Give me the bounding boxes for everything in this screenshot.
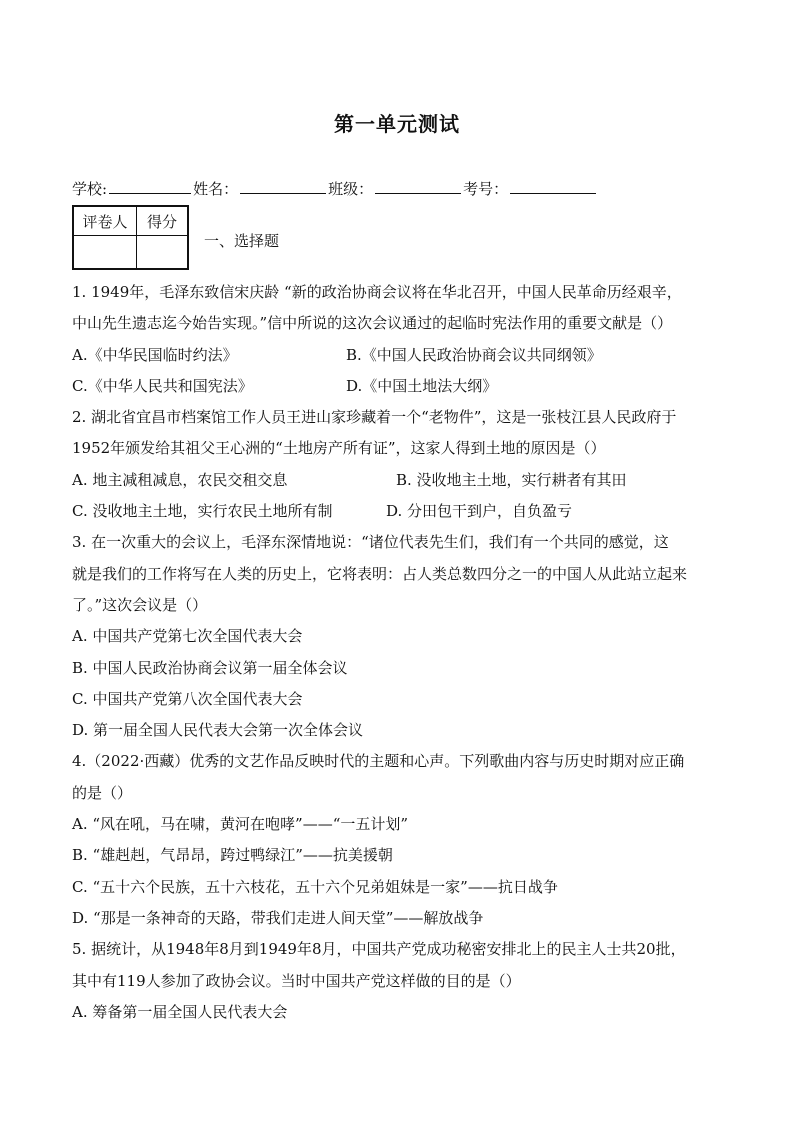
option-a[interactable]: A. 中国共产党第七次全国代表大会 <box>72 627 303 646</box>
option-a[interactable]: A. 地主减租减息，农民交租交息 <box>72 470 288 489</box>
option-d[interactable]: D. 第一届全国人民代表大会第一次全体会议 <box>72 721 364 740</box>
option-c[interactable]: C. 中国共产党第八次全国代表大会 <box>72 689 303 708</box>
name-label: 姓名： <box>193 180 239 198</box>
option-c[interactable]: C. “五十六个民族，五十六枝花，五十六个兄弟姐妹是一家”——抗日战争 <box>72 877 558 896</box>
question-stem-line: 5. 据统计，从1948年8月到1949年8月，中国共产党成功秘密安排北上的民主人士共20批， <box>72 940 686 959</box>
question-stem-line: 了。”这次会议是（） <box>72 595 208 614</box>
school-blank[interactable] <box>109 178 191 194</box>
option-a[interactable]: A.《中华民国临时约法》 <box>72 345 238 364</box>
option-a[interactable]: A. 筹备第一届全国人民代表大会 <box>72 1002 288 1021</box>
question-stem-line: 1952年颁发给其祖父王心洲的“土地房产所有证”，这家人得到土地的原因是（） <box>72 439 606 458</box>
grader-header: 评卷人 <box>73 206 137 236</box>
grader-cell[interactable] <box>73 236 137 270</box>
question-2 <box>72 402 724 527</box>
question-stem-line: 其中有119人参加了政协会议。当时中国共产党这样做的目的是（） <box>72 971 521 990</box>
option-d[interactable]: D. 分田包干到户，自负盈亏 <box>386 502 573 521</box>
option-row <box>72 496 724 527</box>
option-d[interactable]: D. “那是一条神奇的天路，带我们走进人间天堂”——解放战争 <box>72 908 484 927</box>
section-heading: 一、选择题 <box>204 232 280 250</box>
question-stem-line: 中山先生遗志迄今始告实现。”信中所说的这次会议通过的起临时宪法作用的重要文献是（） <box>72 314 673 333</box>
question-5 <box>72 934 724 1028</box>
option-row <box>72 371 724 402</box>
option-c[interactable]: C. 没收地主土地，实行农民土地所有制 <box>72 502 333 521</box>
option-a[interactable]: A. “风在吼，马在啸，黄河在咆哮”——“一五计划” <box>72 815 409 834</box>
question-stem-line: 的是（） <box>72 783 133 802</box>
question-stem-line: 2. 湖北省宜昌市档案馆工作人员王进山家珍藏着一个“老物件”，这是一张枝江县人民政府于 <box>72 408 677 427</box>
option-b[interactable]: B. “雄赳赳，气昂昂，跨过鸭绿江”——抗美援朝 <box>72 846 393 865</box>
page-title: 第一单元测试 <box>334 112 460 136</box>
exam-number-label: 考号： <box>463 180 509 198</box>
option-d[interactable]: D.《中国土地法大纲》 <box>346 376 498 395</box>
question-list <box>72 277 724 1028</box>
school-label: 学校: <box>72 180 108 198</box>
option-b[interactable]: B.《中国人民政治协商会议共同纲领》 <box>346 345 602 364</box>
class-blank[interactable] <box>375 178 461 194</box>
option-b[interactable]: B. 没收地主土地，实行耕者有其田 <box>396 470 627 489</box>
question-3 <box>72 527 724 746</box>
question-1 <box>72 277 724 402</box>
score-header: 得分 <box>137 206 189 236</box>
option-row <box>72 340 724 371</box>
option-b[interactable]: B. 中国人民政治协商会议第一届全体会议 <box>72 658 348 677</box>
name-blank[interactable] <box>240 178 326 194</box>
grader-score-table <box>72 205 189 270</box>
question-stem-line: 就是我们的工作将写在人类的历史上，它将表明：占人类总数四分之一的中国人从此站立起来 <box>72 564 688 583</box>
question-4 <box>72 746 724 934</box>
class-label: 班级： <box>328 180 374 198</box>
question-stem-line: 1. 1949年，毛泽东致信宋庆龄 “新的政治协商会议将在华北召开，中国人民革命历经艰辛， <box>72 283 682 301</box>
option-row <box>72 465 724 496</box>
exam-number-blank[interactable] <box>510 178 596 194</box>
option-c[interactable]: C.《中华人民共和国宪法》 <box>72 376 253 395</box>
student-info-row <box>72 178 598 199</box>
score-cell[interactable] <box>137 236 189 270</box>
question-stem-line: 4.（2022·西藏）优秀的文艺作品反映时代的主题和心声。下列歌曲内容与历史时期对应正确 <box>72 752 685 771</box>
question-stem-line: 3. 在一次重大的会议上，毛泽东深情地说：“诸位代表先生们，我们有一个共同的感觉，这 <box>72 533 669 552</box>
